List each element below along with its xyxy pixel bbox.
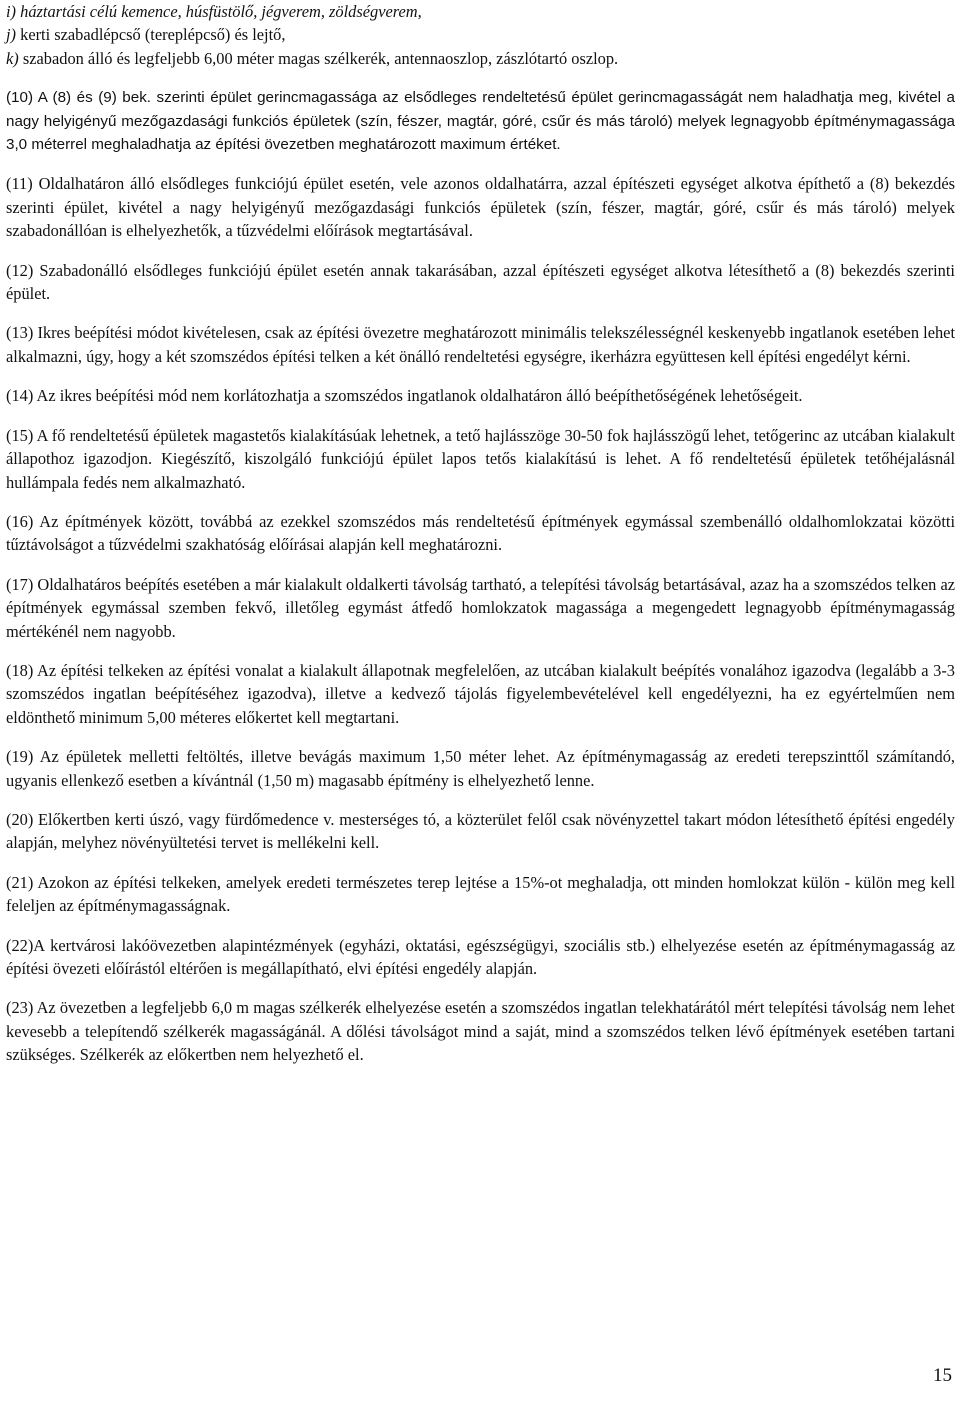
paragraph-12: (12) Szabadonálló elsődleges funkciójú épület esetén annak takarásában, azzal építészeti egységet alkotva létesíthető a (8) bekezdés szerinti épület. [6, 260, 955, 304]
paragraph-19: (19) Az épületek melletti feltöltés, illetve bevágás maximum 1,50 méter lehet. Az építménymagasság az eredeti terepszinttől számítandó, ugyanis ellenkező esetben a kívántnál (1,50 m) magasabb építmény is elhelyezhető lenne. [6, 747, 955, 790]
list-marker: k) [6, 48, 19, 68]
paragraph-14: (14) Az ikres beépítési mód nem korlátozhatja a szomszédos ingatlanok oldalhatáron álló beépíthetőségének lehetőségeit. [6, 386, 803, 406]
list-text: háztartási célú kemence, húsfüstölő, jégverem, zöldségverem, [20, 2, 422, 21]
paragraph-23: (23) Az övezetben a legfeljebb 6,0 m magas szélkerék elhelyezése esetén a szomszédos ingatlan telekhatárától mért telepítési távolság nem lehet kevesebb a telepítendő szélkerék magasságánál. A dőlési távolságot mind a saját, mind a szomszédos telken lévő építmények esetében tartani szükséges. Szélkerék az előkertben nem helyezhető el. [6, 998, 955, 1065]
list-item [6, 47, 955, 70]
paragraph-17: (17) Oldalhatáros beépítés esetében a már kialakult oldalkerti távolság tartható, a telepítési távolság betartásával, azaz ha a szomszédos telken az építmények egymással szemben fekvő, illetőleg egymást átfedő homlokzatok magassága a megengedett legnagyobb építménymagasság mértékénél nem nagyobb. [6, 574, 955, 641]
paragraph-16: (16) Az építmények között, továbbá az ezekkel szomszédos más rendeltetésű építmények egymással szembenálló oldalhomlokzatai közötti tűztávolságot a tűzvédelmi szakhatóság előírásai alapján kell meghatározni. [6, 511, 955, 555]
paragraph-13: (13) Ikres beépítési módot kivételesen, csak az építési övezetre meghatározott minimális telekszélességnél keskenyebb ingatlanok esetében lehet alkalmazni, úgy, hogy a két szomszédos építési telken a két önálló rendeltetési egységre, ikerházra együttesen kell építési engedélyt kérni. [6, 323, 955, 366]
page-number: 15 [933, 1365, 952, 1386]
paragraph-22: (22)A kertvárosi lakóövezetben alapintézmények (egyházi, oktatási, egészségügyi, szociális stb.) elhelyezése esetén az építménymagasság az építési övezeti előírástól eltérően is megállapítható, elvi építési engedély alapján. [6, 935, 955, 978]
paragraph-21: (21) Azokon az építési telkeken, amelyek eredeti természetes terep lejtése a 15%-ot meghaladja, ott minden homlokzat külön - külön meg kell feleljen az építménymagasságnak. [6, 872, 955, 916]
paragraph-15: (15) A fő rendeltetésű épületek magastetős kialakításúak lehetnek, a tető hajlásszöge 30-50 fok hajlásszögű lehet, tetőgerinc az utcában kialakult állapothoz igazodjon. Kiegészítő, kiszolgáló funkciójú épület lapos tetős kialakítású is lehet. A fő rendeltetésű épületek tetőhéjalásnál hullámpala fedés nem alkalmazható. [6, 425, 955, 492]
list-text: szabadon álló és legfeljebb 6,00 méter magas szélkerék, antennaoszlop, zászlótartó oszlop. [22, 48, 619, 68]
paragraph-11: (11) Oldalhatáron álló elsődleges funkciójú épület esetén, vele azonos oldalhatárra, azzal építészeti egységet alkotva építhető a (8) bekezdés szerinti épület, kivétel a nagy helyigényű mezőgazdasági funkciós épületek (szín, fészer, magtár, góré, csűr és más tároló) melyek szabadonállóan is elhelyezhetők, a tűzvédelmi előírások megtartásával. [6, 174, 955, 241]
paragraph-10: (10) A (8) és (9) bek. szerinti épület gerincmagassága az elsődleges rendeltetésű épület gerincmagasságát nem haladhatja meg, kivétel a nagy helyigényű mezőgazdasági funkciós épületek (szín, fészer, magtár, góré, csűr és más tároló) melyek legnagyobb építménymagassága 3,0 méterrel meghaladhatja az építési övezetben meghatározott maximum értéket. [6, 89, 955, 154]
list-item [6, 23, 955, 46]
document-page [6, 0, 955, 1067]
item-list [6, 0, 955, 70]
list-marker: i) [6, 2, 17, 21]
paragraph-20: (20) Előkertben kerti úszó, vagy fürdőmedence v. mesterséges tó, a közterület felől csak növényzettel takart módon létesíthető építési engedély alapján, melyhez növényültetési tervet is mellékelni kell. [6, 809, 955, 853]
paragraph-18: (18) Az építési telkeken az építési vonalat a kialakult állapotnak megfelelően, az utcában kialakult beépítés vonalához igazodva (legalább a 3-3 szomszédos ingatlan beépítéséhez igazodva), illetve a kedvező tájolás figyelembevételével kell engedélyezni, ha ez egyértelműen nem eldönthető minimum 5,00 méteres előkertet kell megtartani. [6, 660, 955, 727]
list-item [6, 0, 955, 23]
list-marker: j) [6, 25, 17, 45]
list-text: kerti szabadlépcső (tereplépcső) és lejtő, [20, 25, 286, 45]
